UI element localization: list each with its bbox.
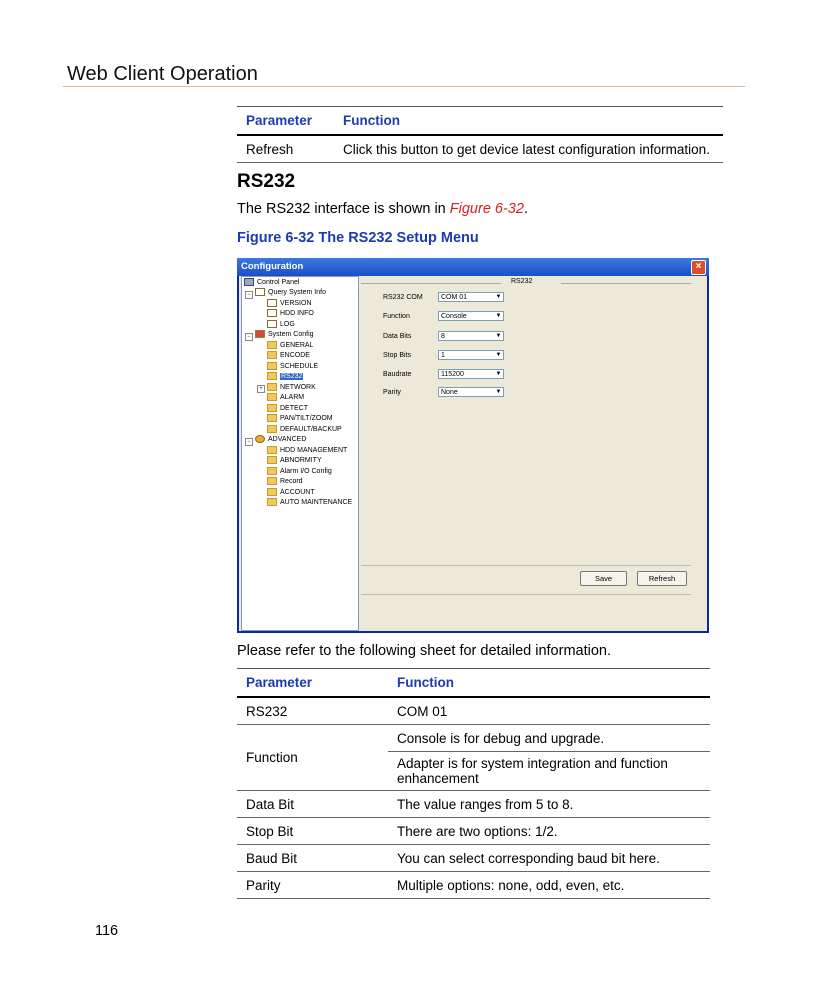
table2-cell: RS232	[237, 697, 388, 725]
tree-item-encode[interactable]: ENCODE	[267, 351, 310, 361]
tree-item-ptz[interactable]: PAN/TILT/ZOOM	[267, 414, 333, 424]
table2-cell: COM 01	[388, 697, 710, 725]
tree-item-system-config[interactable]: System Config	[255, 330, 314, 340]
table2-header-function: Function	[388, 669, 710, 698]
parity-label: Parity	[383, 389, 401, 396]
table1-header-function: Function	[334, 107, 723, 136]
table2-cell: Function	[237, 725, 388, 791]
table2-cell: Stop Bit	[237, 818, 388, 845]
control-panel-icon	[244, 278, 254, 286]
document-icon	[267, 320, 277, 328]
table-row	[237, 725, 710, 752]
figure-reference-link[interactable]: Figure 6-32	[449, 201, 524, 217]
data-bits-select[interactable]: 8 ▼	[438, 331, 504, 341]
table2-cell: Adapter is for system integration and function enhancement	[388, 752, 710, 791]
data-bits-label: Data Bits	[383, 333, 412, 340]
tree-item-rs232[interactable]: RS232	[267, 372, 303, 382]
folder-icon	[267, 477, 277, 485]
table1-cell: Click this button to get device latest configuration information.	[334, 135, 723, 163]
tree-item-query-system-info[interactable]: Query System Info	[255, 288, 326, 298]
table2-cell: There are two options: 1/2.	[388, 818, 710, 845]
tree-item-detect[interactable]: DETECT	[267, 404, 308, 414]
table2-cell: Baud Bit	[237, 845, 388, 872]
document-icon	[267, 299, 277, 307]
tree-item-alarm-io-config[interactable]: Alarm I/O Config	[267, 467, 332, 477]
config-tree	[241, 276, 359, 631]
table-row	[237, 818, 710, 845]
chevron-down-icon: ▼	[495, 371, 502, 377]
tree-item-control-panel[interactable]: Control Panel	[244, 278, 299, 288]
tree-item-log[interactable]: LOG	[267, 320, 295, 330]
intro-text: The RS232 interface is shown in	[237, 201, 450, 217]
folder-icon	[267, 383, 277, 391]
close-icon[interactable]: ×	[691, 260, 706, 275]
table1-header-parameter: Parameter	[237, 107, 334, 136]
rs232-com-select[interactable]: COM 01 ▼	[438, 292, 504, 302]
stop-bits-select[interactable]: 1 ▼	[438, 350, 504, 360]
table-row	[237, 791, 710, 818]
collapse-icon[interactable]: −	[245, 438, 253, 446]
function-select[interactable]: Console ▼	[438, 311, 504, 321]
refresh-parameter-table	[237, 106, 723, 163]
folder-icon	[267, 393, 277, 401]
configuration-window	[237, 258, 709, 633]
rs232-com-label: RS232 COM	[383, 294, 423, 301]
baudrate-label: Baudrate	[383, 371, 412, 378]
chevron-down-icon: ▼	[495, 389, 502, 395]
folder-icon	[267, 488, 277, 496]
folder-icon	[267, 498, 277, 506]
folder-icon	[267, 341, 277, 349]
tree-item-auto-maintenance[interactable]: AUTO MAINTENANCE	[267, 498, 352, 508]
table2-cell: Parity	[237, 872, 388, 899]
folder-icon	[267, 456, 277, 464]
chevron-down-icon: ▼	[495, 333, 502, 339]
folder-icon	[267, 362, 277, 370]
window-body	[239, 276, 707, 631]
tree-item-version[interactable]: VERSION	[267, 299, 312, 309]
window-titlebar	[237, 258, 709, 276]
tree-item-record[interactable]: Record	[267, 477, 303, 487]
tree-item-network[interactable]: NETWORK	[267, 383, 316, 393]
page-header-title: Web Client Operation	[67, 63, 258, 85]
intro-end: .	[523, 201, 528, 217]
separator	[361, 565, 691, 566]
function-label: Function	[383, 313, 410, 320]
table2-cell: Data Bit	[237, 791, 388, 818]
rs232-parameter-table	[237, 668, 710, 899]
folder-icon	[267, 414, 277, 422]
group-title: RS232	[511, 278, 533, 285]
table2-header-parameter: Parameter	[237, 669, 388, 698]
folder-icon	[267, 467, 277, 475]
table-row	[237, 872, 710, 899]
intro-paragraph	[237, 201, 528, 217]
folder-icon	[267, 425, 277, 433]
window-title: Configuration	[241, 261, 304, 272]
separator	[361, 594, 691, 595]
collapse-icon[interactable]: −	[245, 291, 253, 299]
tree-item-abnormity[interactable]: ABNORMITY	[267, 456, 322, 466]
table2-cell: The value ranges from 5 to 8.	[388, 791, 710, 818]
header-rule	[63, 86, 745, 87]
expand-icon[interactable]: +	[257, 385, 265, 393]
refer-paragraph: Please refer to the following sheet for detailed information.	[237, 643, 611, 659]
tree-item-general[interactable]: GENERAL	[267, 341, 313, 351]
table-row	[237, 845, 710, 872]
table-row	[237, 135, 723, 163]
stop-bits-label: Stop Bits	[383, 352, 412, 359]
table2-cell: You can select corresponding baud bit here.	[388, 845, 710, 872]
chevron-down-icon: ▼	[495, 294, 502, 300]
settings-icon	[255, 330, 265, 338]
document-icon	[255, 288, 265, 296]
collapse-icon[interactable]: −	[245, 333, 253, 341]
folder-icon	[267, 446, 277, 454]
tree-item-alarm[interactable]: ALARM	[267, 393, 304, 403]
chevron-down-icon: ▼	[495, 352, 502, 358]
tree-item-schedule[interactable]: SCHEDULE	[267, 362, 318, 372]
table2-cell: Console is for debug and upgrade.	[388, 725, 710, 752]
folder-icon	[267, 351, 277, 359]
table-row	[237, 697, 710, 725]
tree-item-account[interactable]: ACCOUNT	[267, 488, 315, 498]
tree-item-default-backup[interactable]: DEFAULT/BACKUP	[267, 425, 342, 435]
parity-select[interactable]: None ▼	[438, 387, 504, 397]
document-icon	[267, 309, 277, 317]
group-line	[561, 283, 691, 284]
tree-item-advanced[interactable]: ADVANCED	[255, 435, 306, 445]
rs232-panel	[361, 276, 705, 629]
chevron-down-icon: ▼	[495, 313, 502, 319]
table2-cell: Multiple options: none, odd, even, etc.	[388, 872, 710, 899]
folder-icon	[267, 404, 277, 412]
tree-item-hdd-info[interactable]: HDD INFO	[267, 309, 314, 319]
figure-caption: Figure 6-32 The RS232 Setup Menu	[237, 230, 479, 246]
baudrate-select[interactable]: 115200 ▼	[438, 369, 504, 379]
refresh-button[interactable]: Refresh	[637, 571, 687, 586]
group-line	[361, 283, 501, 284]
tree-item-hdd-management[interactable]: HDD MANAGEMENT	[267, 446, 347, 456]
save-button[interactable]: Save	[580, 571, 627, 586]
table1-cell: Refresh	[237, 135, 334, 163]
folder-icon	[267, 372, 277, 380]
section-heading: RS232	[237, 171, 296, 192]
page-number: 116	[95, 923, 119, 939]
advanced-icon	[255, 435, 265, 443]
